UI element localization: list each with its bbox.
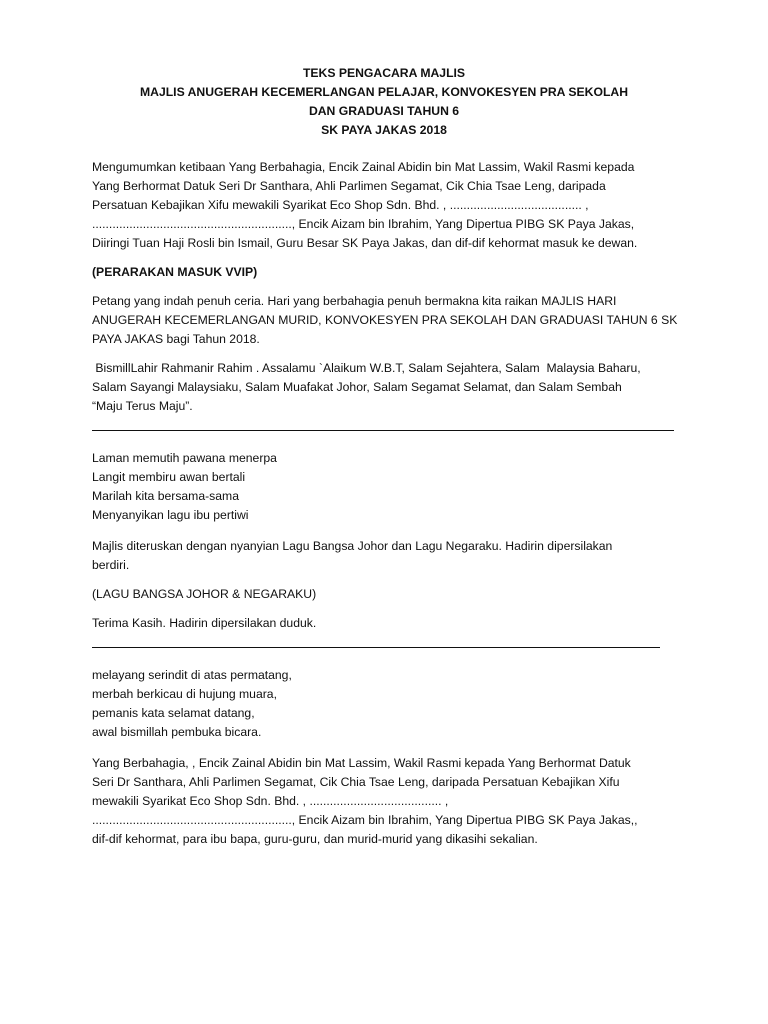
- text-line: Petang yang indah penuh ceria. Hari yang berbahagia penuh bermakna kita raikan MAJLIS HARI: [92, 294, 617, 308]
- divider-line: [92, 430, 674, 431]
- text-line: PAYA JAKAS bagi Tahun 2018.: [92, 332, 260, 346]
- title-line: TEKS PENGACARA MAJLIS: [302, 66, 466, 80]
- anthem-label: (LAGU BANGSA JOHOR & NEGARAKU): [92, 587, 317, 601]
- text-line: Diiringi Tuan Haji Rosli bin Ismail, Guru Besar SK Paya Jakas, dan dif-dif kehormat masuk ke dewan.: [92, 236, 638, 250]
- poem-line: Marilah kita bersama-sama: [92, 489, 239, 503]
- anthem-paragraph: [92, 537, 676, 575]
- greeting-paragraph: [92, 359, 676, 416]
- text-line: dif-dif kehormat, para ibu bapa, guru-guru, dan murid-murid yang dikasihi sekalian.: [92, 832, 538, 846]
- text-line: Persatuan Kebajikan Xifu mewakili Syarikat Eco Shop Sdn. Bhd. , ....................................... ,: [92, 198, 589, 212]
- text-line: ..........................................................., Encik Aizam bin Ibrahim, Yang Dipertua PIBG SK Paya Jakas,,: [92, 813, 638, 827]
- poem-line: Laman memutih pawana menerpa: [92, 451, 277, 465]
- title-line: SK PAYA JAKAS 2018: [321, 123, 447, 137]
- text-line: Yang Berbahagia, , Encik Zainal Abidin bin Mat Lassim, Wakil Rasmi kepada Yang Berhormat Datuk: [92, 756, 631, 770]
- poem-line: melayang serindit di atas permatang,: [92, 668, 292, 682]
- poem-line: Menyanyikan lagu ibu pertiwi: [92, 508, 249, 522]
- text-line: BismillLahir Rahmanir Rahim . Assalamu `Alaikum W.B.T, Salam Sejahtera, Salam Malaysia Baharu,: [92, 361, 641, 375]
- text-line: Majlis diteruskan dengan nyanyian Lagu Bangsa Johor dan Lagu Negaraku. Hadirin dipersilakan: [92, 539, 613, 553]
- text-line: Mengumumkan ketibaan Yang Berbahagia, Encik Zainal Abidin bin Mat Lassim, Wakil Rasmi kepada: [92, 160, 635, 174]
- poem-verse: [92, 666, 676, 742]
- thanks-line: Terima Kasih. Hadirin dipersilakan duduk.: [92, 616, 317, 630]
- text-line: ANUGERAH KECEMERLANGAN MURID, KONVOKESYEN PRA SEKOLAH DAN GRADUASI TAHUN 6 SK: [92, 313, 678, 327]
- text-line: Salam Sayangi Malaysiaku, Salam Muafakat Johor, Salam Segamat Selamat, dan Salam Sembah: [92, 380, 622, 394]
- poem-verse: [92, 449, 676, 525]
- text-line: “Maju Terus Maju”.: [92, 399, 193, 413]
- text-line: Seri Dr Santhara, Ahli Parlimen Segamat, Cik Chia Tsae Leng, daripada Persatuan Kebajikan Xifu: [92, 775, 620, 789]
- text-line: berdiri.: [92, 558, 130, 572]
- poem-line: Langit membiru awan bertali: [92, 470, 246, 484]
- title-line: DAN GRADUASI TAHUN 6: [308, 104, 460, 118]
- text-line: ..........................................................., Encik Aizam bin Ibrahim, Yang Dipertua PIBG SK Paya Jakas,: [92, 217, 635, 231]
- text-line: Yang Berhormat Datuk Seri Dr Santhara, Ahli Parlimen Segamat, Cik Chia Tsae Leng, daripada: [92, 179, 606, 193]
- divider-line: [92, 647, 660, 648]
- title-line: MAJLIS ANUGERAH KECEMERLANGAN PELAJAR, KONVOKESYEN PRA SEKOLAH: [140, 85, 628, 99]
- document-title: [92, 64, 676, 140]
- closing-paragraph: [92, 754, 676, 849]
- vvip-heading: (PERARAKAN MASUK VVIP): [92, 265, 258, 279]
- intro-paragraph: [92, 158, 676, 253]
- welcome-paragraph: [92, 292, 676, 349]
- document-page: [92, 64, 676, 859]
- poem-line: merbah berkicau di hujung muara,: [92, 687, 277, 701]
- text-line: mewakili Syarikat Eco Shop Sdn. Bhd. , ....................................... ,: [92, 794, 449, 808]
- poem-line: awal bismillah pembuka bicara.: [92, 725, 262, 739]
- poem-line: pemanis kata selamat datang,: [92, 706, 255, 720]
